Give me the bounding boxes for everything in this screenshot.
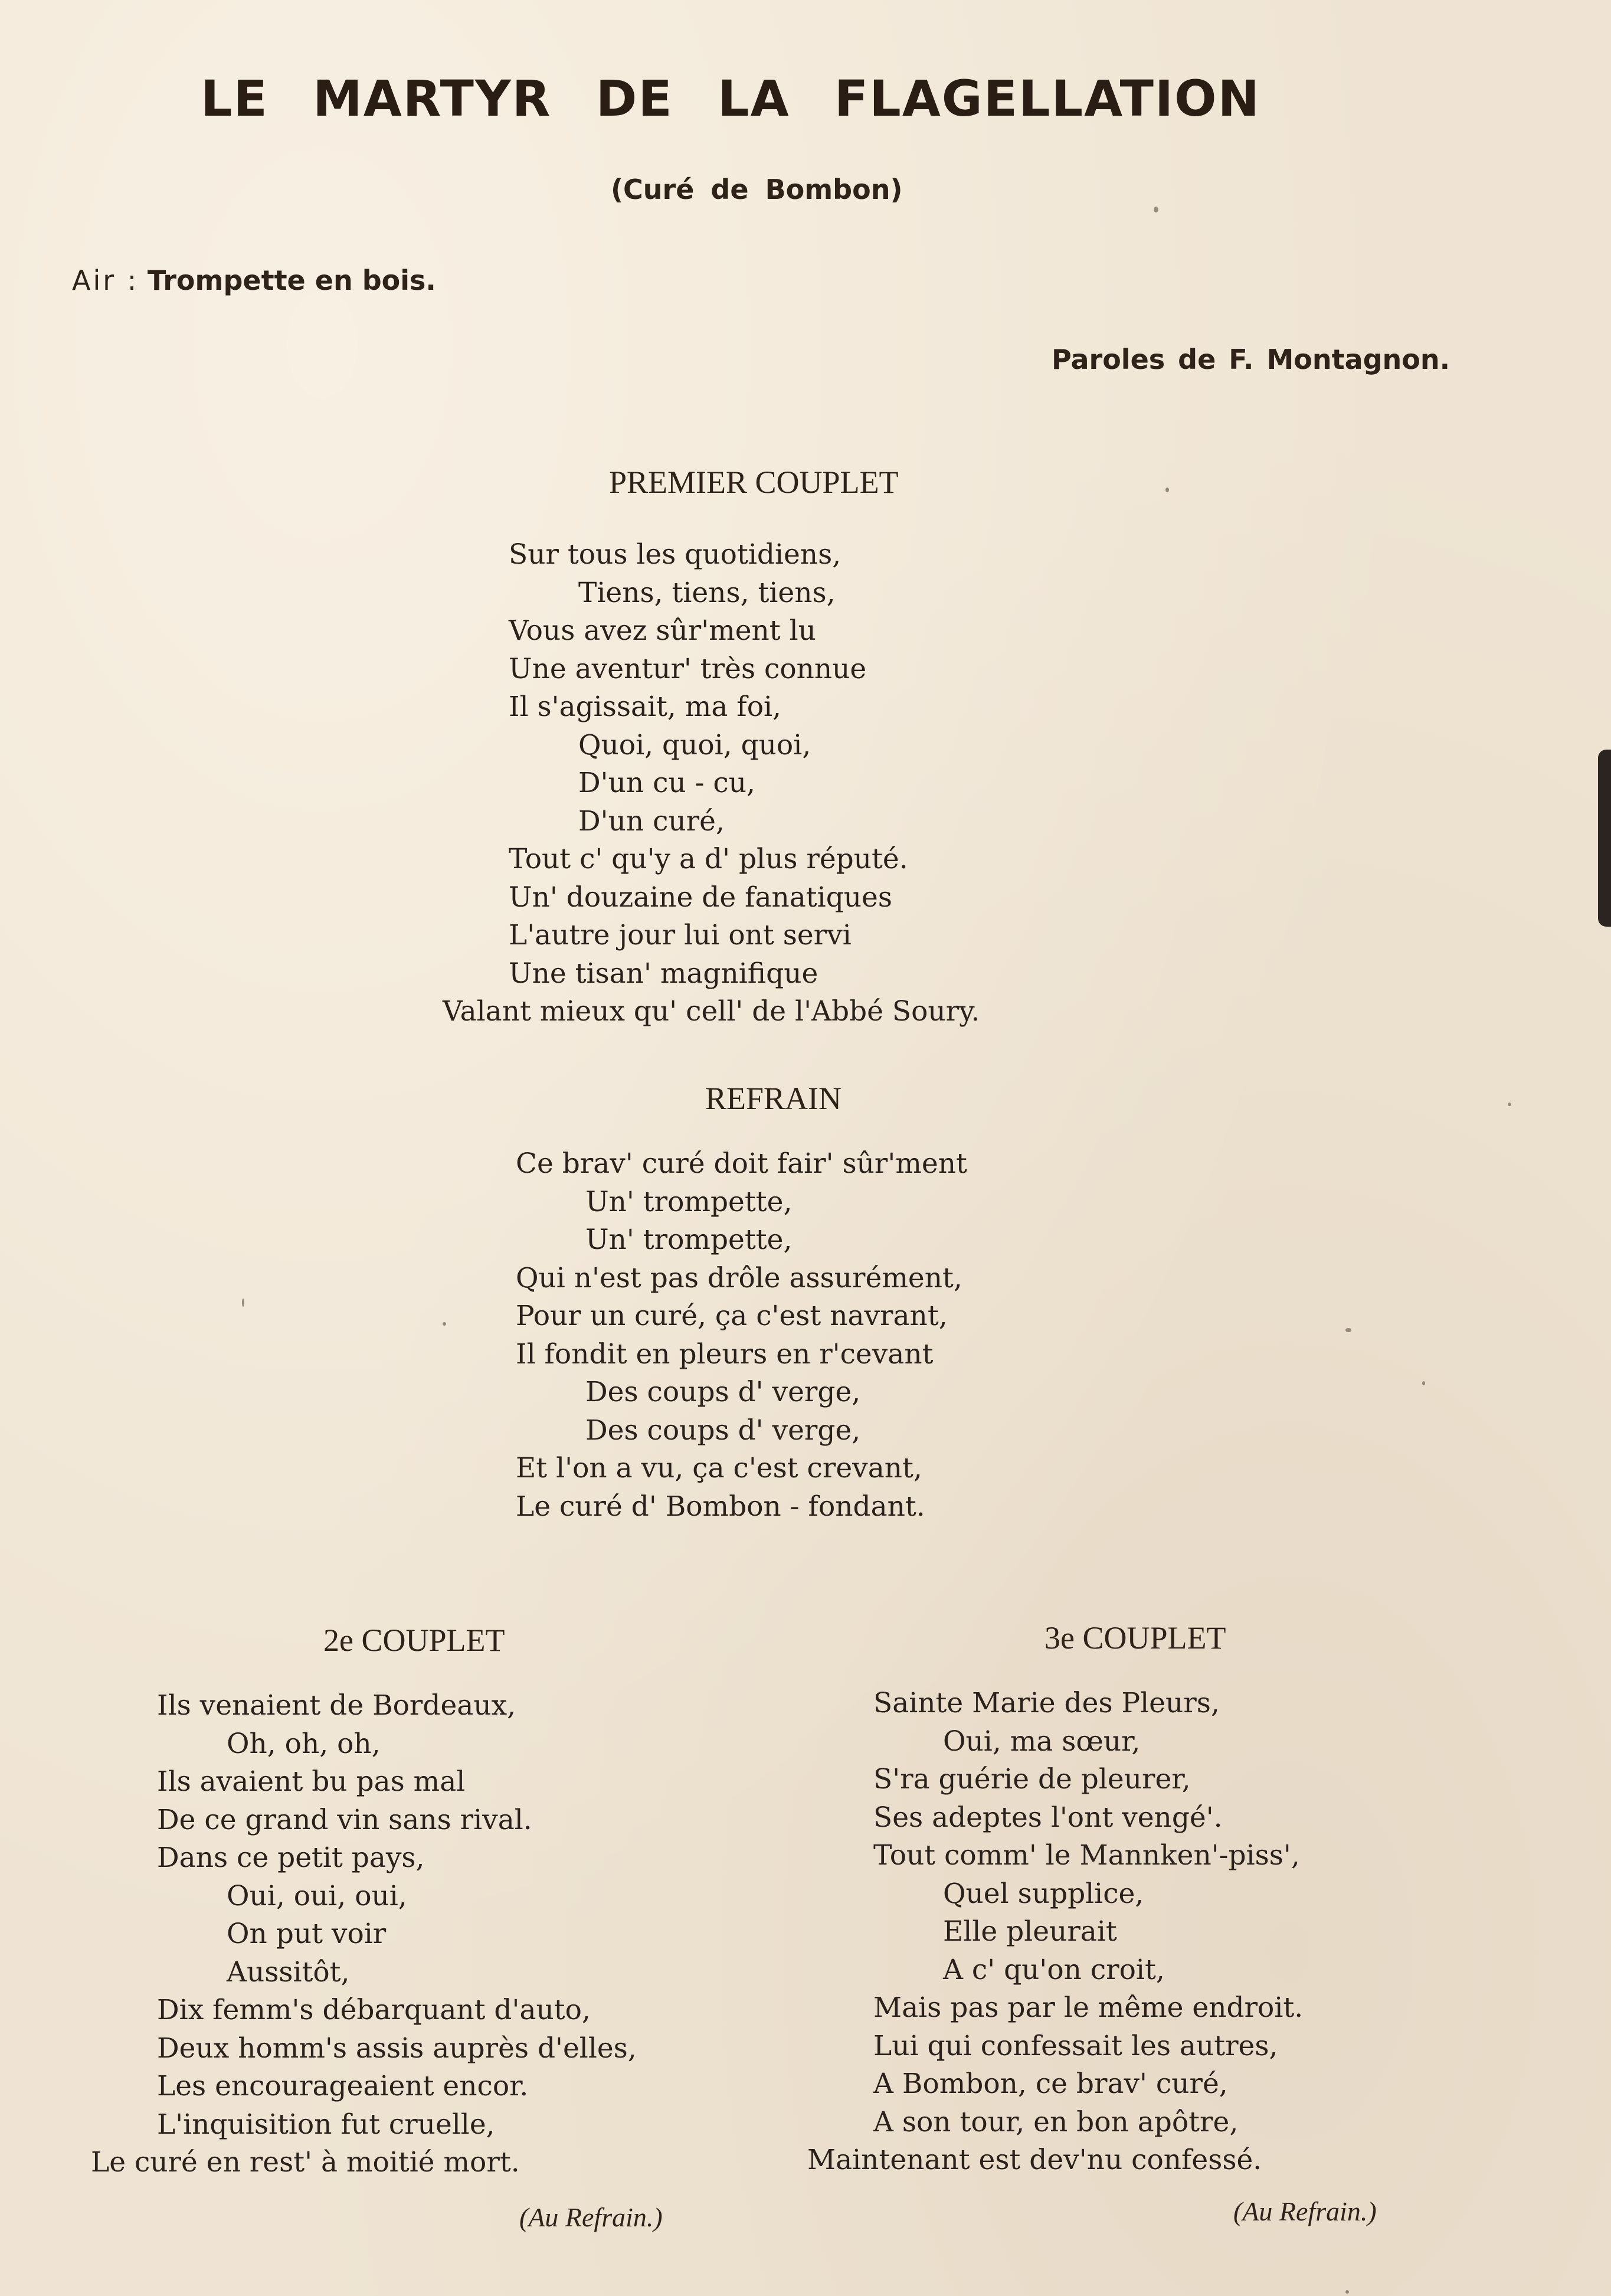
paper-speck (1154, 207, 1158, 212)
verse-line: Sainte Marie des Pleurs, (873, 1687, 1220, 1719)
verse-line: D'un cu - cu, (578, 767, 755, 799)
song-subtitle: (Curé de Bombon) (611, 174, 903, 205)
verse-line: Qui n'est pas drôle assurément, (516, 1261, 962, 1294)
verse-line: Un' douzaine de fanatiques (509, 881, 892, 914)
verse-line: Des coups d' verge, (585, 1376, 861, 1408)
air-tune: Trompette en bois. (147, 264, 436, 296)
premier-couplet-verse (443, 536, 980, 1031)
verse-line: Ses adeptes l'ont vengé'. (873, 1801, 1223, 1834)
verse-line: A son tour, en bon apôtre, (873, 2105, 1239, 2138)
paper-speck (1345, 2290, 1349, 2294)
verse-line: Ils avaient bu pas mal (157, 1765, 466, 1798)
verse-line: Un' trompette, (585, 1185, 793, 1218)
verse-line: Ils venaient de Bordeaux, (157, 1689, 516, 1722)
verse-line: S'ra guérie de pleurer, (873, 1763, 1191, 1795)
paper-speck (242, 1299, 244, 1307)
verse-line: Un' trompette, (585, 1224, 793, 1256)
verse-line: Lui qui confessait les autres, (873, 2029, 1278, 2062)
verse-line: Oh, oh, oh, (227, 1727, 381, 1760)
verse-line: De ce grand vin sans rival. (157, 1803, 532, 1836)
verse-line: Oui, oui, oui, (227, 1879, 407, 1912)
verse-line: Il s'agissait, ma foi, (509, 691, 781, 723)
verse-line: Maintenant est dev'nu confessé. (807, 2144, 1262, 2176)
verse-line: L'inquisition fut cruelle, (157, 2108, 495, 2141)
couplet-2-refrain-note: (Au Refrain.) (519, 2202, 663, 2232)
verse-line: L'autre jour lui ont servi (509, 919, 852, 951)
lyrics-author: Paroles de F. Montagnon. (1052, 344, 1450, 375)
verse-line: On put voir (227, 1918, 387, 1950)
verse-line: D'un curé, (578, 804, 725, 838)
paper-speck (1165, 488, 1169, 492)
couplet-3-heading: 3e COUPLET (1044, 1620, 1226, 1656)
verse-line: Il fondit en pleurs en r'cevant (516, 1337, 934, 1371)
verse-line: Tiens, tiens, tiens, (578, 576, 836, 609)
binding-edge (1598, 750, 1611, 927)
verse-line: Tout c' qu'y a d' plus réputé. (509, 843, 908, 875)
couplet-2-verse (91, 1687, 637, 2182)
verse-line: Une tisan' magnifique (509, 957, 818, 990)
verse-line: Pour un curé, ça c'est navrant, (516, 1300, 948, 1332)
air-line (72, 264, 436, 296)
paper-speck (1345, 1328, 1351, 1332)
verse-line: Quoi, quoi, quoi, (578, 728, 811, 761)
verse-line: Les encourageaient encor. (157, 2070, 529, 2102)
verse-line: Oui, ma sœur, (943, 1725, 1141, 1758)
refrain-verse (516, 1145, 967, 1526)
verse-line: Tout comm' le Mannken'-piss', (873, 1839, 1300, 1872)
verse-line: Le curé d' Bombon - fondant. (516, 1490, 925, 1523)
refrain-heading: REFRAIN (705, 1081, 842, 1116)
verse-line: Valant mieux qu' cell' de l'Abbé Soury. (443, 995, 980, 1028)
verse-line: Une aventur' très connue (509, 652, 867, 685)
verse-line: Deux homm's assis auprès d'elles, (157, 2032, 637, 2065)
couplet-2-heading: 2e COUPLET (323, 1623, 505, 1658)
couplet-3-verse (807, 1685, 1304, 2180)
paper-speck (443, 1322, 446, 1326)
verse-line: Le curé en rest' à moitié mort. (91, 2146, 520, 2179)
air-label: Air : (72, 264, 139, 296)
verse-line: Dix femm's débarquant d'auto, (157, 1994, 591, 2026)
verse-line: Elle pleurait (943, 1915, 1117, 1948)
verse-line: Des coups d' verge, (585, 1414, 861, 1447)
verse-line: Aussitôt, (227, 1955, 350, 1988)
couplet-3-refrain-note: (Au Refrain.) (1233, 2196, 1377, 2226)
verse-line: Et l'on a vu, ça c'est crevant, (516, 1452, 922, 1484)
verse-line: Sur tous les quotidiens, (509, 538, 841, 571)
verse-line: A Bombon, ce brav' curé, (873, 2068, 1228, 2100)
verse-line: A c' qu'on croit, (943, 1953, 1165, 1986)
verse-line: Mais pas par le même endroit. (873, 1991, 1304, 2024)
premier-couplet-heading: PREMIER COUPLET (609, 465, 899, 500)
verse-line: Dans ce petit pays, (157, 1842, 425, 1874)
paper-speck (1508, 1103, 1511, 1106)
verse-line: Vous avez sûr'ment lu (509, 614, 816, 647)
song-title: LE MARTYR DE LA FLAGELLATION (201, 70, 1260, 127)
verse-line: Quel supplice, (943, 1877, 1144, 1910)
verse-line: Ce brav' curé doit fair' sûr'ment (516, 1147, 967, 1180)
paper-speck (1422, 1381, 1425, 1385)
